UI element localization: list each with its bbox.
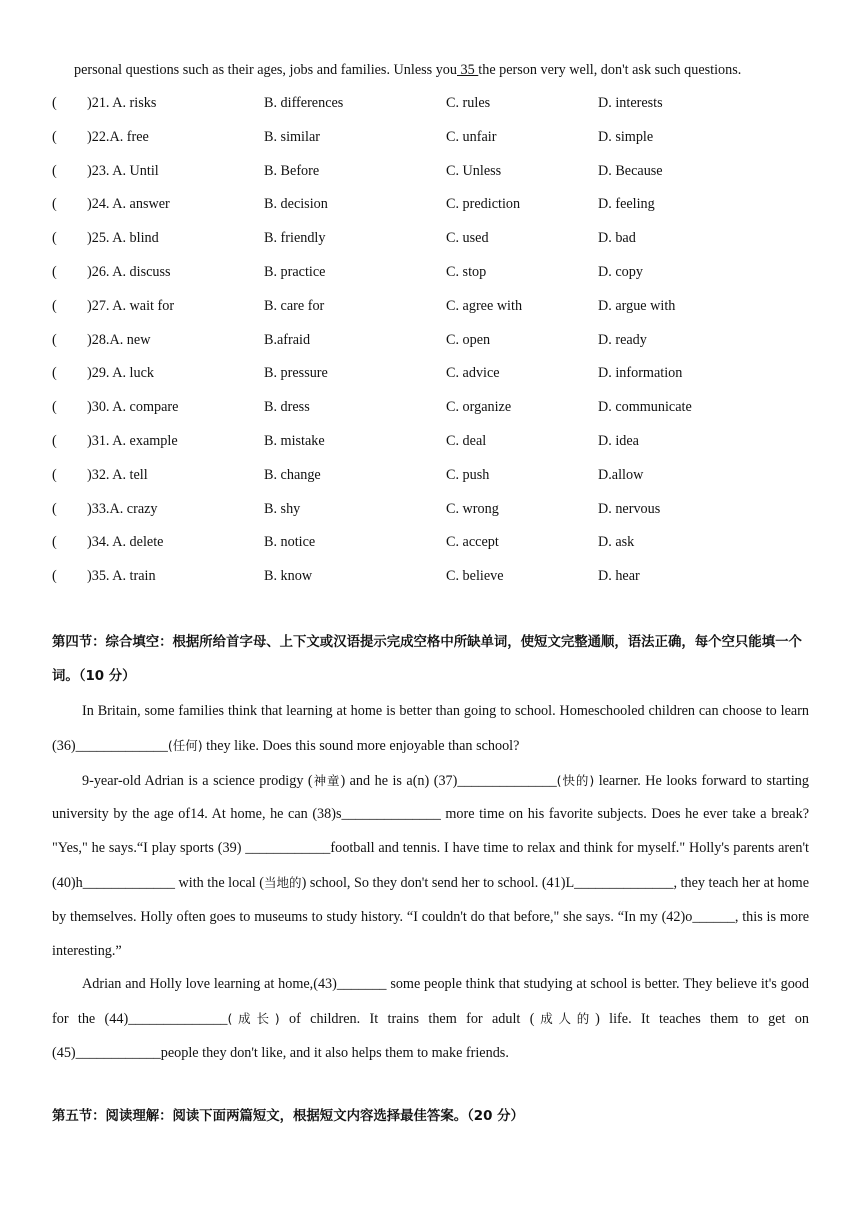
option-a: )35. A. train [87,568,156,585]
section-4-passage [52,695,809,1071]
option-row [52,93,812,127]
answer-paren: ( [52,297,57,314]
option-row [52,431,812,465]
option-row [52,194,812,228]
option-b: B. shy [264,500,301,517]
option-row [52,262,812,296]
option-c: C. agree with [446,297,523,314]
option-c: C. Unless [446,162,502,179]
option-d: D. copy [598,263,643,280]
option-row [52,465,812,499]
option-c: C. deal [446,432,487,449]
option-c: C. unfair [446,128,497,145]
option-d: D. nervous [598,500,661,517]
option-b: B. similar [264,128,320,145]
option-d: D. hear [598,568,640,585]
option-d: D. feeling [598,196,655,213]
option-c: C. accept [446,534,499,551]
option-c: C. rules [446,95,491,111]
option-c: C. stop [446,263,487,280]
option-c: C. believe [446,568,504,585]
option-b: B. know [264,568,313,585]
option-b: B. change [264,466,321,483]
answer-paren: ( [52,128,57,145]
passage-closing-line [74,60,741,80]
option-a: )27. A. wait for [87,297,175,314]
answer-paren: ( [52,399,57,416]
answer-paren: ( [52,365,57,382]
option-c: C. advice [446,365,500,382]
answer-paren: ( [52,331,57,348]
passage-paragraph-2: 9-year-old Adrian is a science prodigy (神童) and he is a(n) (37)______________(快的) learner. He looks forward to starting university by the age of14. At home, he can (38)s______________ more time on his favorite subjects. Does he ever take a break? "Yes," he says.“I play sports (39) ____________football and tennis. I have time to relax and think for myself." Holly's parents aren't (40)h_____________ with the local (当地的) school, So they don't send her to school. (41)L______________, they teach her at home by themselves. Holly often goes to museums to study history. “I couldn't do that before," she says. “In my (42)o______, this is more interesting.” [52,772,809,959]
option-c: C. push [446,466,490,483]
option-a: )24. A. answer [87,196,170,213]
option-b: B. pressure [264,365,328,382]
option-b: B. mistake [264,432,325,449]
option-b: B. practice [264,263,326,280]
option-a: )21. A. risks [87,95,157,111]
option-b: B. decision [264,196,328,213]
option-c: C. prediction [446,196,521,213]
option-d: D. ready [598,331,647,348]
option-a: )26. A. discuss [87,263,171,280]
option-row [52,363,812,397]
option-row [52,228,812,262]
option-d: D. information [598,365,683,382]
option-d: D.allow [598,466,644,483]
answer-paren: ( [52,162,57,179]
option-a: )29. A. luck [87,365,154,382]
option-d: D. Because [598,162,663,179]
option-a: )32. A. tell [87,466,148,483]
option-row [52,161,812,195]
option-b: B. dress [264,399,310,416]
answer-paren: ( [52,263,57,280]
option-d: D. simple [598,128,654,145]
option-a: )34. A. delete [87,534,164,551]
section-5-heading: 第五节：阅读理解：阅读下面两篇短文，根据短文内容选择最佳答案。（20 分） [52,1109,524,1124]
option-a: )28.A. new [87,331,151,348]
option-d: D. idea [598,432,639,449]
option-b: B. differences [264,95,344,111]
option-a: )31. A. example [87,432,178,449]
option-d: D. bad [598,230,636,247]
option-row [52,499,812,533]
option-a: )25. A. blind [87,230,159,247]
option-row [52,566,812,600]
option-d: D. communicate [598,399,692,416]
cloze-options-list [52,93,812,600]
answer-paren: ( [52,95,57,111]
option-c: C. organize [446,399,512,416]
option-row [52,532,812,566]
option-d: D. interests [598,95,663,111]
answer-paren: ( [52,568,57,585]
passage-paragraph-3: Adrian and Holly love learning at home,(43)_______ some people think that studying at school is better. They believe it's good for the (44)______________(成长) of children. It trains them for adult (成人的) life. It teaches them to get on (45)____________people they don't like, and it also helps them to make friends. [52,976,809,1061]
answer-paren: ( [52,196,57,213]
option-b: B. notice [264,534,316,551]
option-b: B. care for [264,297,325,314]
option-c: C. wrong [446,500,499,517]
option-a: )22.A. free [87,128,149,145]
option-a: )30. A. compare [87,399,179,416]
answer-paren: ( [52,432,57,449]
option-d: D. ask [598,534,635,551]
answer-paren: ( [52,230,57,247]
option-b: B. Before [264,162,320,179]
option-row [52,296,812,330]
option-c: C. used [446,230,489,247]
option-row [52,397,812,431]
section-4-heading: 第四节：综合填空：根据所给首字母、上下文或汉语提示完成空格中所缺单词，使短文完整通顺，语法正确，每个空只能填一个词。（10 分） [52,635,802,684]
option-a: )23. A. Until [87,162,159,179]
answer-paren: ( [52,534,57,551]
option-c: C. open [446,331,491,348]
option-row [52,330,812,364]
answer-paren: ( [52,466,57,483]
option-row [52,127,812,161]
option-d: D. argue with [598,297,676,314]
passage-paragraph-1: In Britain, some families think that learning at home is better than going to school. Homeschooled children can choose to learn (36)_____________(任何) they like. Does this sound more enjoyable than school? [52,703,809,754]
option-a: )33.A. crazy [87,500,158,517]
option-b: B. friendly [264,230,326,247]
intro-text-after: the person very well, don't ask such questions. [478,62,742,78]
blank-35: 35 [457,62,479,78]
option-b: B.afraid [264,331,311,348]
answer-paren: ( [52,500,57,517]
intro-text-before: personal questions such as their ages, jobs and families. Unless you [74,62,457,78]
